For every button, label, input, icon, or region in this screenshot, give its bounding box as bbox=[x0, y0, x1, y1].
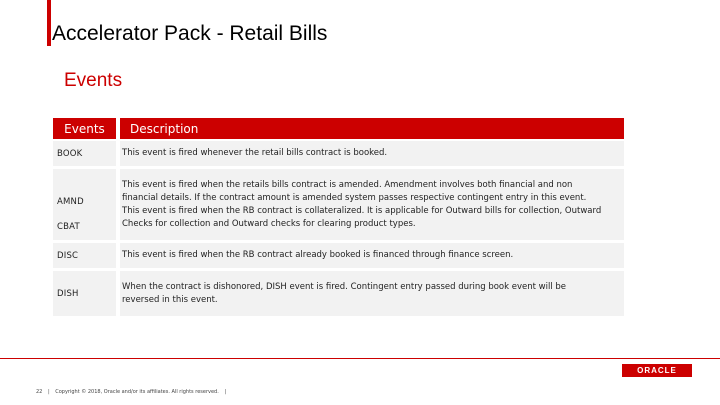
event-code: AMND bbox=[57, 197, 84, 207]
header-description: Description bbox=[120, 118, 624, 139]
event-code: BOOK bbox=[57, 148, 83, 159]
events-table bbox=[53, 118, 624, 319]
description-line: This event is fired when the RB contract already booked is financed through finance screen. bbox=[122, 250, 514, 260]
oracle-logo: ORACLE bbox=[622, 364, 692, 377]
description-line: reversed in this event. bbox=[122, 294, 218, 305]
footer-divider bbox=[0, 358, 720, 359]
description-cell bbox=[120, 271, 624, 316]
description-line: Checks for collection and Outward checks for clearing product types. bbox=[122, 218, 416, 229]
table-header bbox=[53, 118, 624, 139]
description-line: financial details. If the contract amount is amended system passes respective contingent entry in this event. bbox=[122, 192, 587, 203]
description-cell bbox=[120, 141, 624, 166]
page-number: 22 bbox=[36, 389, 43, 395]
description-cell bbox=[120, 243, 624, 268]
event-cell bbox=[53, 169, 116, 240]
description-line: This event is fired when the RB contract is collateralized. It is applicable for Outward bills for collection, Outward bbox=[122, 205, 602, 216]
footer-separator: | bbox=[47, 389, 50, 395]
header-events: Events bbox=[53, 118, 116, 139]
event-cell bbox=[53, 243, 116, 268]
description-line: This event is fired whenever the retail bills contract is booked. bbox=[122, 148, 388, 158]
event-code: CBAT bbox=[57, 222, 80, 232]
table-row bbox=[53, 141, 624, 166]
description-cell bbox=[120, 169, 624, 240]
footer-separator: | bbox=[224, 389, 227, 395]
event-cell bbox=[53, 271, 116, 316]
copyright-text: Copyright © 2018, Oracle and/or its affiliates. All rights reserved. bbox=[55, 389, 219, 395]
section-title: Events bbox=[64, 70, 123, 91]
event-code: DISH bbox=[57, 288, 79, 299]
table-row bbox=[53, 271, 624, 316]
title-accent-bar bbox=[47, 0, 51, 46]
table-row bbox=[53, 169, 624, 240]
footer bbox=[36, 389, 230, 395]
slide-title: Accelerator Pack - Retail Bills bbox=[52, 22, 328, 45]
description-line: When the contract is dishonored, DISH event is fired. Contingent entry passed during book event will be bbox=[122, 281, 567, 292]
table-row bbox=[53, 243, 624, 268]
event-code: DISC bbox=[57, 250, 79, 261]
description-line: This event is fired when the retails bills contract is amended. Amendment involves both financial and non bbox=[122, 179, 573, 190]
event-cell bbox=[53, 141, 116, 166]
